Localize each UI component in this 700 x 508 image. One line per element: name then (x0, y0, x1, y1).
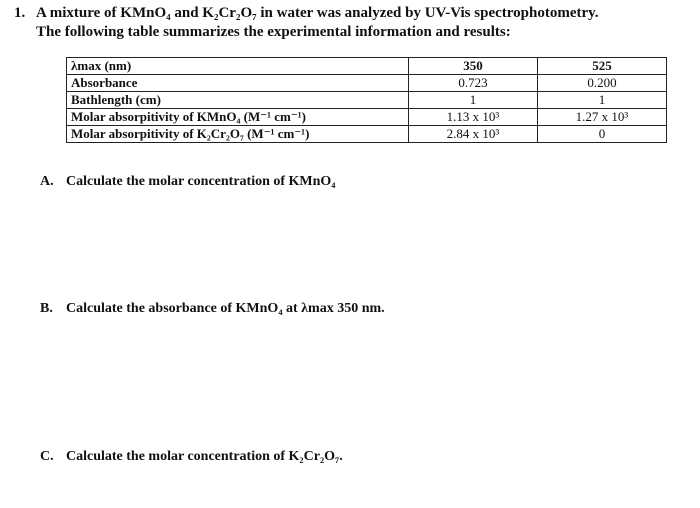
question-heading (14, 4, 694, 42)
cell-350: 2.84 x 10³ (409, 126, 538, 143)
row-label: Absorbance (67, 75, 409, 92)
question-number: 1. (14, 5, 26, 21)
table-row (67, 75, 667, 92)
cell-525: 1.27 x 10³ (538, 109, 667, 126)
part-b-letter: B. (40, 301, 53, 316)
part-c (40, 449, 343, 465)
table-row (67, 58, 667, 75)
part-c-letter: C. (40, 449, 54, 464)
question-line-1 (14, 4, 694, 23)
cell-350: 1.13 x 10³ (409, 109, 538, 126)
part-c-text: Calculate the molar concentration of K₂Cr₂O₇. (66, 449, 343, 464)
cell-525: 525 (538, 58, 667, 75)
table-row (67, 109, 667, 126)
question-text-line-2: The following table summarizes the experimental information and results: (36, 24, 511, 40)
row-label: Molar absorpitivity of K₂Cr₂O₇ (M⁻¹ cm⁻¹) (67, 126, 409, 143)
part-b-text: Calculate the absorbance of KMnO₄ at λmax 350 nm. (66, 301, 385, 316)
cell-350: 350 (409, 58, 538, 75)
row-label: λmax (nm) (67, 58, 409, 75)
cell-350: 0.723 (409, 75, 538, 92)
cell-350: 1 (409, 92, 538, 109)
table-row (67, 92, 667, 109)
cell-525: 1 (538, 92, 667, 109)
cell-525: 0 (538, 126, 667, 143)
cell-525: 0.200 (538, 75, 667, 92)
question-text-line-1: A mixture of KMnO₄ and K₂Cr₂O₇ in water was analyzed by UV-Vis spectrophotometry. (36, 5, 599, 21)
part-a-text: Calculate the molar concentration of KMnO₄ (66, 174, 336, 189)
results-table (66, 57, 667, 143)
row-label: Molar absorpitivity of KMnO₄ (M⁻¹ cm⁻¹) (67, 109, 409, 126)
row-label: Bathlength (cm) (67, 92, 409, 109)
table-row (67, 126, 667, 143)
part-a (40, 174, 336, 190)
part-b (40, 301, 385, 317)
part-a-letter: A. (40, 174, 54, 189)
